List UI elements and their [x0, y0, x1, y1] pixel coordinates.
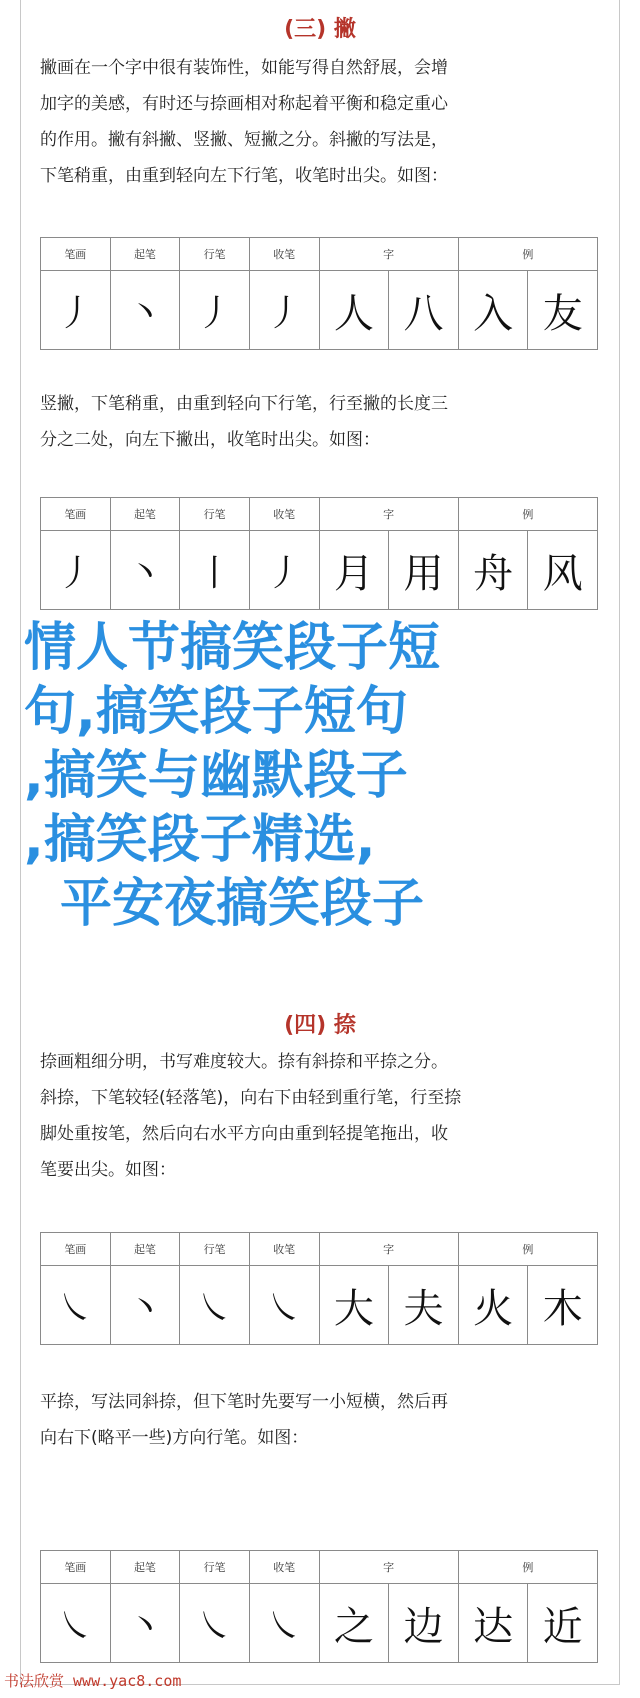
stroke-cell: 丶: [110, 1266, 180, 1345]
example-char: 人: [319, 271, 389, 350]
example-char: 月: [319, 531, 389, 610]
headline-line: 情人节搞笑段子短: [24, 618, 441, 678]
section-title-pie: (三) 撇: [284, 17, 356, 42]
example-char: 之: [319, 1584, 389, 1663]
header-li: 例: [458, 498, 597, 531]
stroke-cell: 丨: [180, 531, 250, 610]
section-title-na: (四) 捺: [284, 1013, 356, 1038]
text-line: 加字的美感，有时还与捺画相对称起着平衡和稳定重心: [40, 94, 448, 114]
example-char: 近: [528, 1584, 598, 1663]
example-char: 风: [528, 531, 598, 610]
header-qibi: 起笔: [110, 1551, 180, 1584]
example-table-xiena: [40, 1232, 598, 1345]
header-bihua: 笔画: [41, 1233, 111, 1266]
stroke-cell: ㇏: [249, 1266, 319, 1345]
header-shoubi: 收笔: [249, 238, 319, 271]
stroke-cell: 丿: [180, 271, 250, 350]
overlay-headline: [24, 616, 604, 936]
example-char: 八: [389, 271, 459, 350]
example-char: 达: [458, 1584, 528, 1663]
example-char: 舟: [458, 531, 528, 610]
header-shoubi: 收笔: [249, 498, 319, 531]
header-bihua: 笔画: [41, 498, 111, 531]
example-char: 边: [389, 1584, 459, 1663]
example-char: 大: [319, 1266, 389, 1345]
paragraph-pie-intro: [40, 50, 600, 194]
stroke-cell: ㇏: [180, 1266, 250, 1345]
text-line: 笔要出尖。如图：: [40, 1160, 176, 1180]
example-char: 木: [528, 1266, 598, 1345]
header-li: 例: [458, 1551, 597, 1584]
stroke-cell: 丶: [110, 271, 180, 350]
headline-line: ,搞笑段子精选,: [24, 810, 376, 870]
stroke-cell: 丿: [41, 271, 111, 350]
header-li: 例: [458, 1233, 597, 1266]
text-line: 向右下(略平一些)方向行笔。如图：: [40, 1428, 309, 1448]
site-watermark: 书法欣赏 www.yac8.com: [4, 1672, 182, 1690]
header-shoubi: 收笔: [249, 1233, 319, 1266]
header-zi: 字: [319, 1233, 458, 1266]
stroke-cell: 丶: [110, 531, 180, 610]
headline-line: ,搞笑与幽默段子: [24, 746, 408, 806]
header-qibi: 起笔: [110, 238, 180, 271]
example-char: 入: [458, 271, 528, 350]
example-table-xiepie: [40, 237, 598, 350]
text-line: 平捺，写法同斜捺，但下笔时先要写一小短横，然后再: [40, 1392, 448, 1412]
header-xingbi: 行笔: [180, 1233, 250, 1266]
stroke-cell: 丿: [41, 531, 111, 610]
headline-line: 平安夜搞笑段子: [60, 874, 425, 934]
text-line: 的作用。撇有斜撇、竖撇、短撇之分。斜撇的写法是，: [40, 130, 448, 150]
header-zi: 字: [319, 238, 458, 271]
stroke-cell: ㇏: [180, 1584, 250, 1663]
example-char: 用: [389, 531, 459, 610]
paragraph-shupie: [40, 386, 600, 458]
header-xingbi: 行笔: [180, 238, 250, 271]
example-char: 友: [528, 271, 598, 350]
stroke-cell: ㇏: [249, 1584, 319, 1663]
stroke-cell: 丶: [110, 1584, 180, 1663]
text-line: 脚处重按笔，然后向右水平方向由重到轻提笔拖出，收: [40, 1124, 448, 1144]
stroke-cell: 丿: [249, 531, 319, 610]
example-char: 夫: [389, 1266, 459, 1345]
paragraph-pingna: [40, 1384, 600, 1456]
header-xingbi: 行笔: [180, 1551, 250, 1584]
example-char: 火: [458, 1266, 528, 1345]
header-li: 例: [458, 238, 597, 271]
header-zi: 字: [319, 498, 458, 531]
example-table-shupie: [40, 497, 598, 610]
text-line: 下笔稍重，由重到轻向左下行笔，收笔时出尖。如图：: [40, 166, 448, 186]
text-line: 斜捺，下笔较轻(轻落笔)，向右下由轻到重行笔，行至捺: [40, 1088, 462, 1108]
header-xingbi: 行笔: [180, 498, 250, 531]
stroke-cell: ㇏: [41, 1584, 111, 1663]
header-zi: 字: [319, 1551, 458, 1584]
text-line: 捺画粗细分明，书写难度较大。捺有斜捺和平捺之分。: [40, 1052, 448, 1072]
stroke-cell: 丿: [249, 271, 319, 350]
stroke-cell: ㇏: [41, 1266, 111, 1345]
text-line: 竖撇，下笔稍重，由重到轻向下行笔，行至撇的长度三: [40, 394, 448, 414]
header-bihua: 笔画: [41, 238, 111, 271]
paragraph-na-intro: [40, 1044, 600, 1188]
example-table-pingna: [40, 1550, 598, 1663]
header-shoubi: 收笔: [249, 1551, 319, 1584]
header-bihua: 笔画: [41, 1551, 111, 1584]
header-qibi: 起笔: [110, 498, 180, 531]
text-line: 撇画在一个字中很有装饰性，如能写得自然舒展，会增: [40, 58, 448, 78]
header-qibi: 起笔: [110, 1233, 180, 1266]
headline-line: 句,搞笑段子短句: [24, 682, 408, 742]
text-line: 分之二处，向左下撇出，收笔时出尖。如图：: [40, 430, 380, 450]
